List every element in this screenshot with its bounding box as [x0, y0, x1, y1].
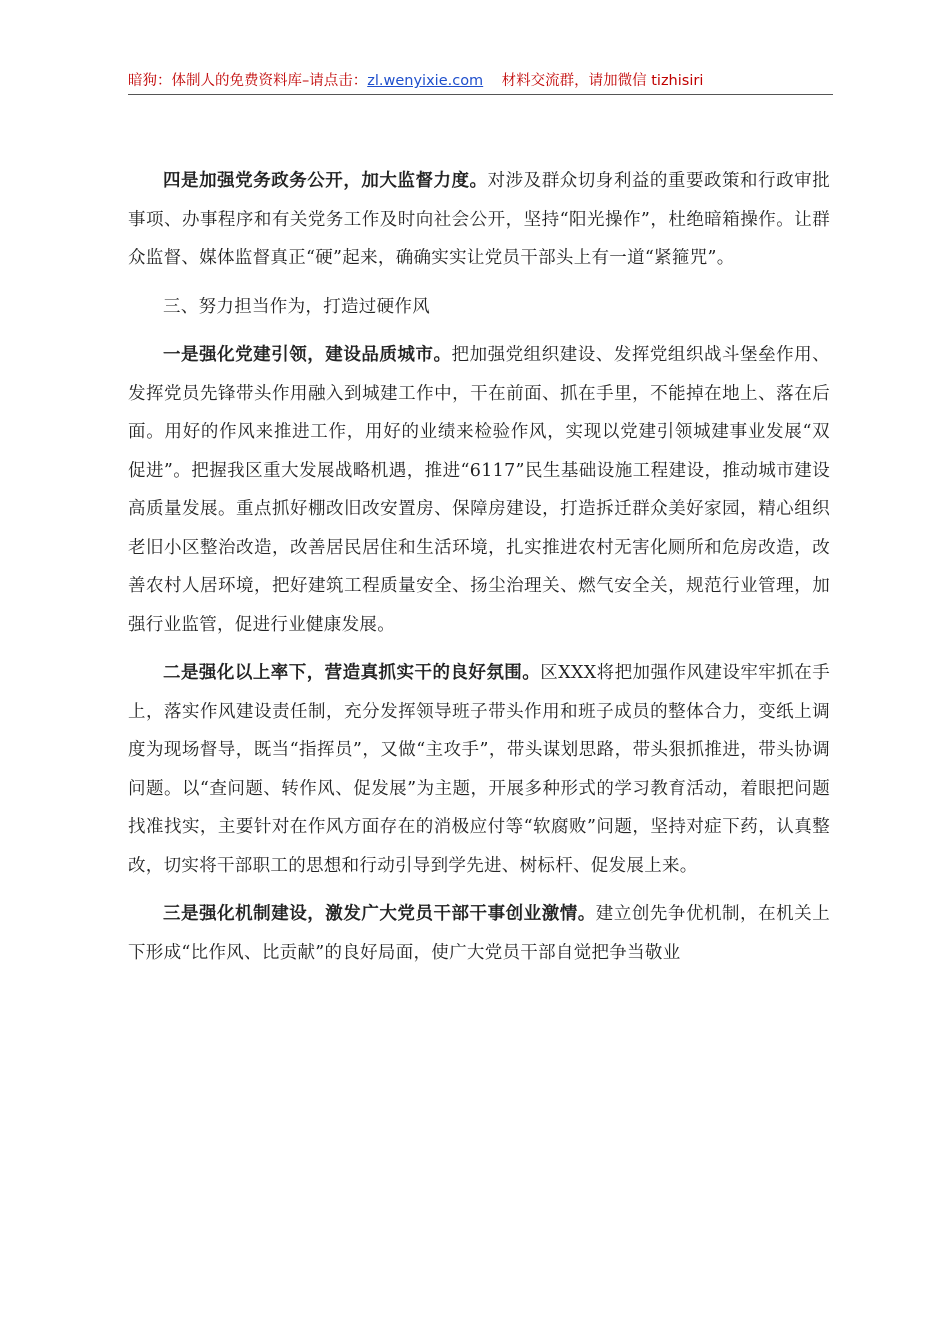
header-wechat-note: 材料交流群，请加微信 tizhisiri [501, 73, 704, 89]
paragraph-4 [128, 895, 830, 972]
paragraph-2-text: 把加强党组织建设、发挥党组织战斗堡垒作用、发挥党员先锋带头作用融入到城建工作中，干在前面、抓在手里，不能掉在地上、落在后面。用好的作风来推进工作，用好的业绩来检验作风，实现以党建引领城建事业发展“双促进”。把握我区重大发展战略机遇，推进“6117”民生基础设施工程建设，推动城市建设高质量发展。重点抓好棚改旧改安置房、保障房建设，打造拆迁群众美好家园，精心组织老旧小区整治改造，改善居民居住和生活环境，扎实推进农村无害化厕所和危房改造，改善农村人居环境，把好建筑工程质量安全、扬尘治理关、燃气安全关，规范行业管理，加强行业监管，促进行业健康发展。 [128, 345, 830, 635]
header-divider [128, 94, 833, 95]
header-click-prompt: –请点击： [302, 73, 368, 89]
paragraph-4-text: 建立创先争优机制，在机关上下形成“比作风、比贡献”的良好局面，使广大党员干部自觉把争当敬业 [128, 904, 830, 963]
document-body [128, 162, 830, 982]
header-link[interactable]: zl.wenyixie.com [367, 73, 484, 89]
paragraph-3-lead: 二是强化以上率下，营造真抓实干的良好氛围。 [163, 663, 541, 683]
section-heading-3: 三、努力担当作为，打造过硬作风 [163, 296, 430, 317]
paragraph-1 [128, 162, 830, 278]
paragraph-2 [128, 336, 830, 644]
paragraph-1-text: 对涉及群众切身利益的重要政策和行政审批事项、办事程序和有关党务工作及时向社会公开，坚持“阳光操作”，杜绝暗箱操作。让群众监督、媒体监督真正“硬”起来，确确实实让党员干部头上有一道“紧箍咒”。 [128, 171, 830, 268]
paragraph-3 [128, 654, 830, 885]
paragraph-2-lead: 一是强化党建引领，建设品质城市。 [163, 345, 452, 365]
paragraph-3-text: 区XXX将把加强作风建设牢牢抓在手上，落实作风建设责任制，充分发挥领导班子带头作用和班子成员的整体合力，变纸上调度为现场督导，既当“指挥员”，又做“主攻手”，带头谋划思路，带头狠抓推进，带头协调问题。以“查问题、转作风、促发展”为主题，开展多种形式的学习教育活动，着眼把问题找准找实，主要针对在作风方面存在的消极应付等“软腐败”问题，坚持对症下药，认真整改，切实将干部职工的思想和行动引导到学先进、树标杆、促发展上来。 [128, 663, 830, 876]
paragraph-4-lead: 三是强化机制建设，激发广大党员干部干事创业激情。 [163, 904, 596, 924]
paragraph-1-lead: 四是加强党务政务公开，加大监督力度。 [163, 171, 488, 191]
page-header [128, 70, 833, 96]
header-site-name: 暗狗：体制人的免费资料库 [128, 73, 302, 89]
